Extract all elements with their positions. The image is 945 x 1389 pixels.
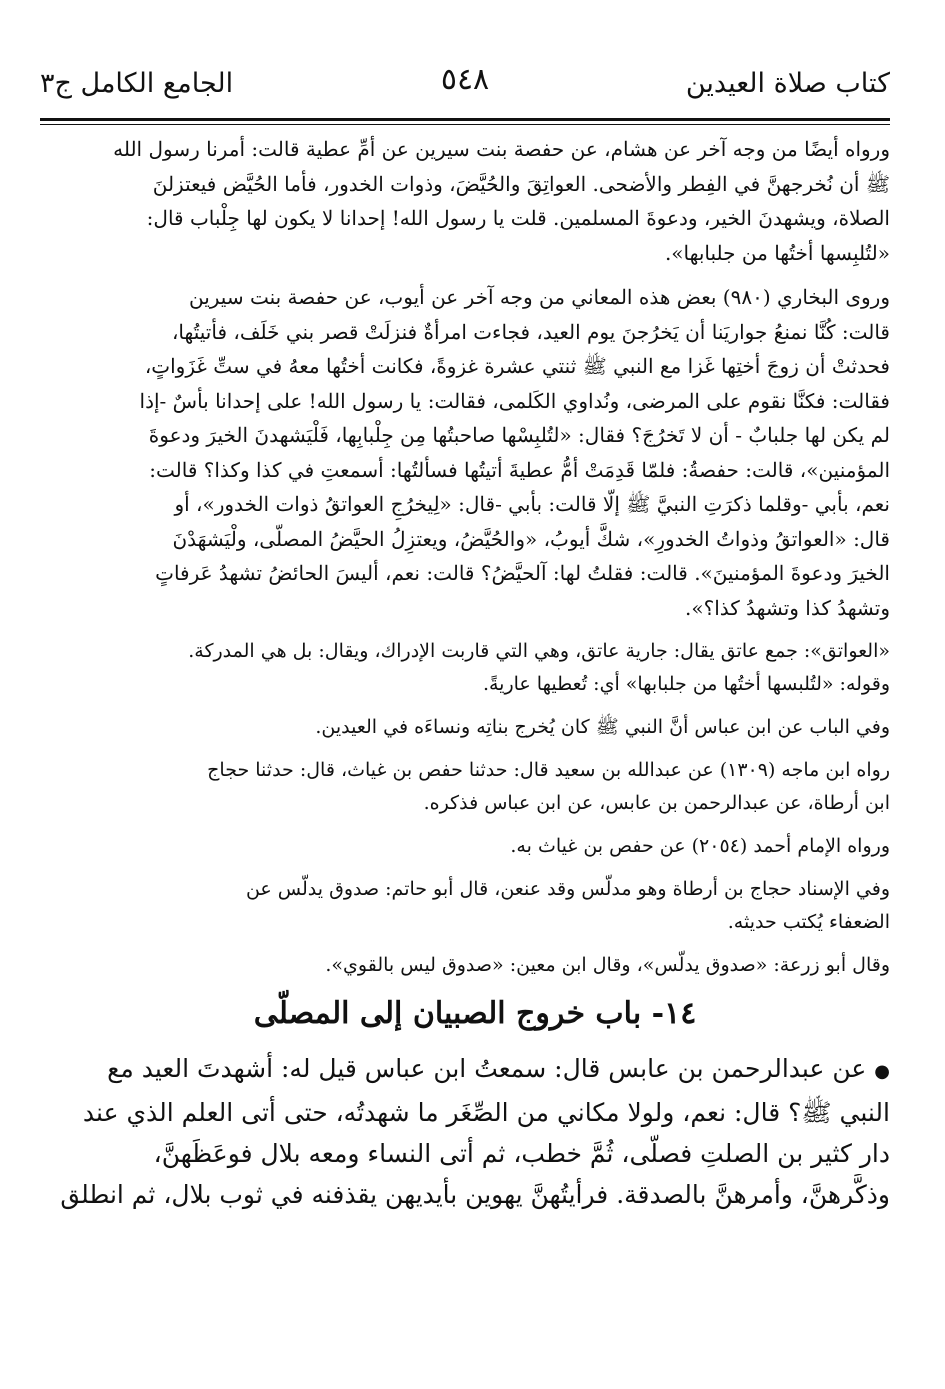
text-line: ﷺ أن نُخرجهنَّ في الفِطر والأضحى. العواتِقَ والحُيَّضَ، وذوات الخدور، فأما الحُيَّض فيعتزلنَ <box>152 171 890 196</box>
page-header <box>40 58 890 114</box>
commentary-note <box>60 830 890 863</box>
text-line: رواه ابن ماجه (١٣٠٩) عن عبدالله بن سعيد قال: حدثنا حفص بن غياث، قال: حدثنا حجاج <box>207 759 890 781</box>
commentary-note <box>60 754 890 820</box>
text-line: لم يكن لها جلبابٌ - أن لا تَخرُجَ؟ فقال: «لتُلبِسْها صاحبتُها مِن جِلْبابِها، فَلْيَشهدنَ الخيرَ ودعوةَ <box>148 423 890 447</box>
section-heading: ١٤- باب خروج الصبيان إلى المصلّى <box>253 996 697 1031</box>
text-line: وتشهدُ كذا وتشهدُ كذا؟». <box>685 595 890 620</box>
text-line: وقال أبو زرعة: «صدوق يدلّس»، وقال ابن معين: «صدوق ليس بالقوي». <box>325 954 890 976</box>
text-line: فقالت: فكنَّا نقوم على المرضى، ونُداوي الكَلمى، فقالت: يا رسول الله! على إحدانا بأسٌ -إذا <box>139 388 890 413</box>
text-line: وفي الإسناد حجاج بن أرطاة وهو مدلّس وقد عنعن، قال أبو حاتم: صدوق يدلّس عن <box>245 878 890 900</box>
bullet-icon: ● <box>874 1061 890 1082</box>
header-rule-thin <box>40 124 890 125</box>
commentary-note <box>60 949 890 982</box>
text-line: دار كثير بن الصلتِ فصلّى، ثُمَّ خطب، ثم أتى النساء ومعه بلال فوعَظَهنَّ، <box>153 1139 890 1168</box>
text-line: قالت: كُنَّا نمنعُ جواريَنا أن يَخرُجنَ يوم العيد، فجاءت امرأةٌ فنزلَتْ قصر بني خَلَف، فأتيتُها، <box>171 319 890 344</box>
page-body <box>60 132 890 1225</box>
text-line: نعم، بأبي -وقلما ذكرَتِ النبيَّ ﷺ إلّا قالت: بأبي -قال: «لِيخرُجِ العواتقُ ذوات الخدور»، أو <box>174 492 890 516</box>
text-line: فحدثتْ أن زوجَ أختِها غَزا مع النبي ﷺ ثنتي عشرة غزوةً، فكانت أختُها معهُ في ستِّ غَزَواتٍ، <box>144 354 890 378</box>
text-line: الصلاة، ويشهدنَ الخير، ودعوةَ المسلمين. قلت يا رسول الله! إحدانا لا يكون لها جِلْباب قال: <box>146 206 890 230</box>
text-line <box>60 1048 890 1092</box>
text-line: المؤمنين»، قالت: حفصةُ: فلمّا قَدِمَتْ أمُّ عطيةَ أتيتُها فسألتُها: أسمعتِ في كذا وكذا؟ قالت: <box>149 457 890 482</box>
text-line: النبي ﷺ؟ قال: نعم، ولولا مكاني من الصِّغَر ما شهدتُه، حتى أتى العلم الذي عند <box>82 1098 890 1127</box>
hadith-paragraph <box>60 132 890 270</box>
text-line: وذكَّرهنَّ، وأمرهنَّ بالصدقة. فرأيتُهنَّ يهوين بأيديهن يقذفنه في ثوب بلال، ثم انطلق <box>60 1180 890 1209</box>
commentary-note <box>60 711 890 744</box>
text-line: وروى البخاري (٩٨٠) بعض هذه المعاني من وجه آخر عن أيوب، عن حفصة بنت سيرين <box>188 285 890 309</box>
text-line: ورواه أيضًا من وجه آخر عن هشام، عن حفصة بنت سيرين عن أمِّ عطية قالت: أمرنا رسول الله <box>113 137 890 161</box>
hadith-paragraph <box>60 280 890 625</box>
text-line: الخيرَ ودعوةَ المؤمنينَ». قالت: فقلتُ لها: آلحيَّضُ؟ قالت: نعم، أليسَ الحائضُ تشهدُ عَرفاتٍ <box>155 561 890 585</box>
hadith-paragraph <box>60 1048 890 1215</box>
page-number: ٥٤٨ <box>440 62 490 97</box>
header-rule-thick <box>40 118 890 121</box>
text-line: وفي الباب عن ابن عباس أنَّ النبي ﷺ كان يُخرج بناتِه ونساءَه في العيدين. <box>315 716 890 738</box>
text-line: «لتُلبِسها أختُها من جلبابها». <box>664 240 890 265</box>
text-line: «العواتق»: جمع عاتق يقال: جارية عاتق، وهي التي قاربت الإدراك، ويقال: بل هي المدركة. <box>188 640 890 662</box>
book-title: الجامع الكامل ج٣ <box>40 68 234 99</box>
chapter-title: كتاب صلاة العيدين <box>685 68 890 99</box>
commentary-note <box>60 873 890 939</box>
text-line: ورواه الإمام أحمد (٢٠٥٤) عن حفص بن غياث به. <box>510 835 890 857</box>
commentary-note <box>60 635 890 701</box>
text-line-content: عن عبدالرحمن بن عابس قال: سمعتُ ابن عباس قيل له: أشهدتَ العيد مع <box>107 1054 867 1083</box>
text-line: ابن أرطاة، عن عبدالرحمن بن عابس، عن ابن عباس فذكره. <box>423 792 890 814</box>
text-line: الضعفاء يُكتب حديثه. <box>727 911 890 933</box>
text-line: قال: «العواتقُ وذواتُ الخدورِ»، شكَّ أيوبُ، «والحُيَّضُ، ويعتزِلُ الحيَّضُ المصلّى، ولْيَشهَدْنَ <box>172 526 890 551</box>
text-line: وقوله: «لتُلبسها أختُها من جلبابها» أي: تُعطيها عاريةً. <box>482 673 890 695</box>
